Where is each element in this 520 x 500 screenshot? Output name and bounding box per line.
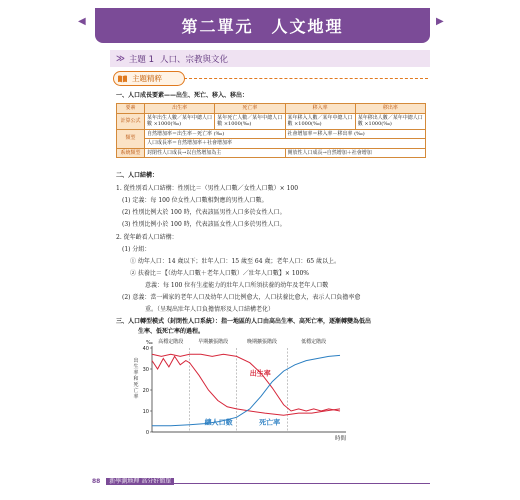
growth-rate-cell: 人口成長率＝自然增加率＋社會增加率 — [145, 139, 426, 149]
stage-label: 高穩定階段 — [158, 339, 184, 345]
footer-divider — [130, 483, 430, 484]
table-header-cell: 移入率 — [285, 104, 355, 114]
closed-system-cell: 封閉性人口成長→以自然增加為主 — [145, 148, 286, 158]
formula-cell: 某年死亡人數／某年中總人口數 ×1000(‰) — [215, 113, 285, 129]
y-axis-label-char: 生 — [133, 364, 139, 370]
unit-banner — [95, 8, 430, 43]
book-title: 新學測地理 高分好簡單 — [106, 478, 174, 485]
growth-table — [116, 103, 426, 158]
formula-cell: 某年移出人數／某年中總人口數 ×1000(‰) — [355, 113, 425, 129]
banner-right-chevron-icon: ▶ — [436, 16, 444, 27]
table-header-cell: 出生率 — [145, 104, 215, 114]
essence-tag — [113, 71, 185, 86]
birth-rate-label: 出生率 — [249, 369, 271, 378]
y-tick-label: 40 — [142, 346, 149, 352]
section2-line: (3) 性別比例小於 100 時，代表該區女性人口多於男性人口。 — [122, 221, 286, 228]
formula-label: 計算公式 — [117, 113, 145, 129]
section2-line: ① 幼年人口：14 歲以下；壯年人口：15 歲至 64 歲；老年人口：65 歲以上。 — [130, 258, 340, 265]
essence-divider — [184, 78, 428, 79]
table-header-cell: 要素 — [117, 104, 145, 114]
death-rate-line — [152, 356, 340, 415]
y-tick-label: 20 — [142, 388, 149, 394]
table-row — [117, 148, 426, 158]
double-chevron-icon: ≫ — [116, 53, 125, 64]
birth-rate-line — [152, 354, 340, 411]
section3-heading: 三、人口轉型模式（封閉性人口系統）：指一地區的人口由高出生率、高死亡率，逐漸轉變為低出 — [116, 318, 372, 325]
death-rate-label: 死亡率 — [259, 418, 281, 427]
y-unit-label: ‰ — [146, 340, 153, 346]
formula-cell: 某年出生人數／某年中總人口數 ×1000(‰) — [145, 113, 215, 129]
y-tick-label: 30 — [142, 367, 149, 373]
section2-line: (1) 定義：每 100 位女性人口數相對應的男性人口數。 — [122, 197, 268, 204]
section2-heading: 二、人口結構： — [116, 172, 159, 179]
topic-bar — [110, 50, 430, 67]
y-axis-label-char: 和 — [133, 376, 139, 382]
type-label: 類型 — [117, 129, 145, 148]
section2-line: (2) 意義：當一國家的老年人口及幼年人口比例愈大，人口扶養比愈大，表示人口負擔率愈 — [122, 294, 361, 301]
natural-increase-cell: 自然增加率＝出生率－死亡率 (‰) — [145, 129, 286, 139]
table-row — [117, 139, 426, 149]
topic-label: 主題 1 — [128, 54, 155, 65]
open-book-icon — [117, 74, 128, 83]
table-row — [117, 113, 426, 129]
x-axis-label: 時間 — [334, 436, 346, 442]
banner-left-chevron-icon: ◀ — [78, 16, 86, 27]
open-system-cell: 開放性人口成長→自然增加＋社會增加 — [285, 148, 426, 158]
demographic-transition-chart — [130, 336, 385, 442]
section2-line: ② 扶養比＝【（幼年人口數＋老年人口數）／壯年人口數】× 100% — [130, 270, 309, 277]
essence-label: 主題精粹 — [132, 74, 162, 83]
social-increase-cell: 社會增加率＝移入率－移出率 (‰) — [285, 129, 426, 139]
y-axis-label-char: 亡 — [133, 388, 139, 394]
section2-line: 2. 從年齡看人口結構： — [116, 234, 178, 241]
section2-line: 1. 從性別看人口結構：性別比＝（男性人口數／女性人口數）× 100 — [116, 185, 299, 192]
total-population-label: 總人口數 — [204, 418, 233, 427]
system-label: 系統類型 — [117, 148, 145, 158]
topic-name: 人口、宗教與文化 — [160, 54, 229, 65]
section1-heading: 一、人口成長要素——出生、死亡、移入、移出： — [116, 92, 249, 99]
section2-line: (2) 性別比例大於 100 時，代表該區男性人口多於女性人口。 — [122, 209, 286, 216]
y-axis-label-char: 出 — [133, 358, 139, 364]
formula-cell: 某年移入人數／某年中總人口數 ×1000(‰) — [285, 113, 355, 129]
section2-line: 意義：每 100 位有生產能力的壯年人口所須扶養的幼年及老年人口數 — [145, 282, 329, 289]
stage-label: 晚期擴張階段 — [246, 339, 277, 345]
y-axis-label-char: 率 — [133, 394, 139, 400]
y-tick-label: 0 — [145, 430, 149, 436]
table-row — [117, 104, 426, 114]
table-header-cell: 死亡率 — [215, 104, 285, 114]
section3-heading-cont: 生率、低死亡率的過程。 — [138, 328, 205, 335]
table-header-cell: 移出率 — [355, 104, 425, 114]
table-row — [117, 129, 426, 139]
y-axis-label-char: 死 — [133, 382, 139, 388]
unit-title: 第二單元 人文地理 — [181, 17, 344, 36]
y-axis-label-char: 率 — [133, 370, 139, 376]
section2-line: (1) 分組： — [122, 246, 151, 253]
y-tick-label: 10 — [142, 409, 149, 415]
page-number: 88 — [92, 478, 101, 485]
section2-line: 重。（呈現出壯年人口負擔情形及人口結構老化） — [145, 306, 275, 313]
total-population-line — [152, 355, 340, 425]
stage-label: 早期擴張階段 — [198, 339, 229, 345]
stage-label: 低穩定階段 — [301, 339, 327, 345]
